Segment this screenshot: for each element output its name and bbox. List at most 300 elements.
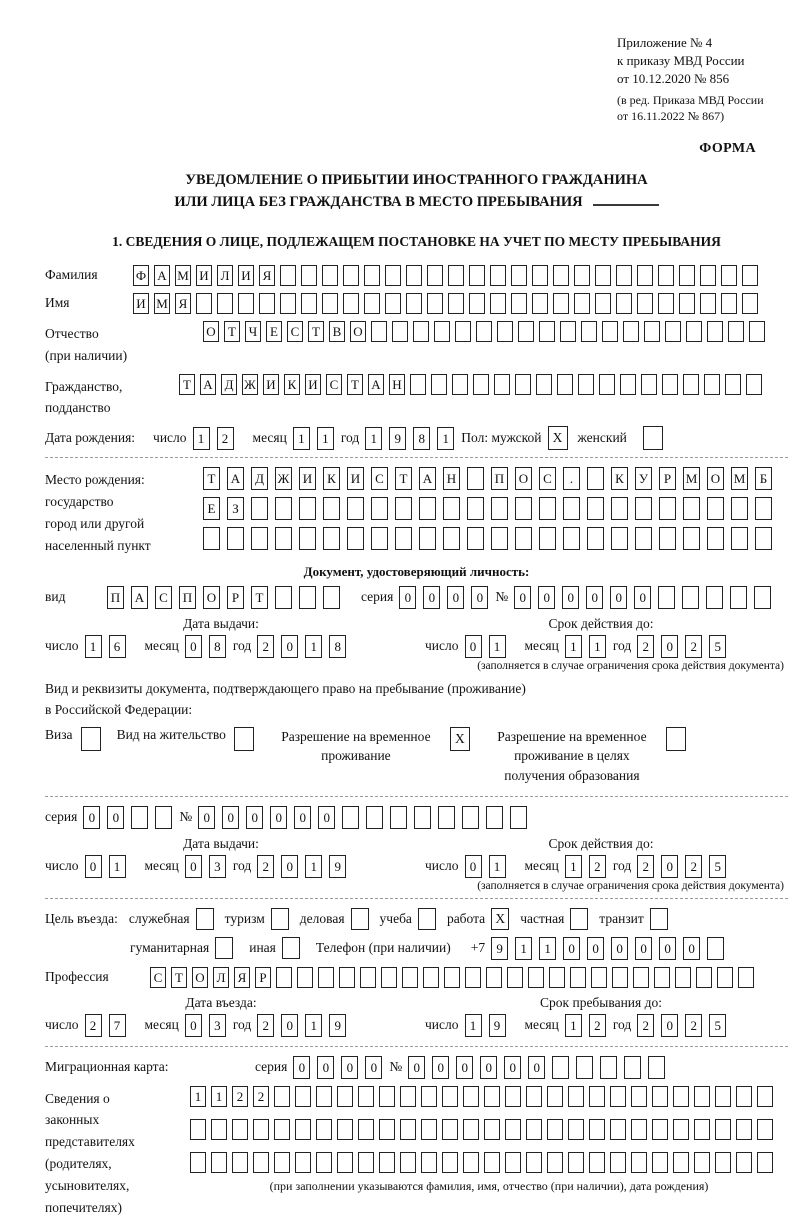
char-cell[interactable] <box>738 967 754 988</box>
char-cell[interactable]: 1 <box>565 635 582 658</box>
char-cell[interactable] <box>274 1086 290 1107</box>
female-checkbox[interactable] <box>643 426 663 450</box>
char-cell[interactable]: 2 <box>589 855 606 878</box>
char-cell[interactable] <box>574 293 590 314</box>
char-cell[interactable]: 0 <box>538 586 555 609</box>
char-cell[interactable]: 9 <box>389 427 406 450</box>
char-cell[interactable] <box>358 1152 374 1173</box>
char-cell[interactable]: 0 <box>480 1056 497 1079</box>
char-cell[interactable] <box>295 1152 311 1173</box>
char-cell[interactable]: 2 <box>637 855 654 878</box>
char-cell[interactable]: 9 <box>329 1014 346 1037</box>
char-cell[interactable] <box>494 374 510 395</box>
char-cell[interactable] <box>574 265 590 286</box>
char-cell[interactable] <box>448 293 464 314</box>
char-cell[interactable] <box>715 1086 731 1107</box>
char-cell[interactable]: 2 <box>257 1014 274 1037</box>
char-cell[interactable] <box>299 497 316 520</box>
char-cell[interactable] <box>469 293 485 314</box>
char-cell[interactable] <box>749 321 765 342</box>
char-cell[interactable] <box>299 527 316 550</box>
purpose-other-checkbox[interactable] <box>282 937 300 959</box>
char-cell[interactable] <box>400 1086 416 1107</box>
char-cell[interactable] <box>631 1086 647 1107</box>
char-cell[interactable] <box>323 497 340 520</box>
char-cell[interactable]: П <box>107 586 124 609</box>
char-cell[interactable] <box>620 374 636 395</box>
char-cell[interactable] <box>486 806 503 829</box>
char-cell[interactable] <box>490 293 506 314</box>
char-cell[interactable] <box>473 374 489 395</box>
char-cell[interactable]: 7 <box>109 1014 126 1037</box>
char-cell[interactable] <box>600 1056 617 1079</box>
char-cell[interactable] <box>568 1152 584 1173</box>
char-cell[interactable]: 1 <box>465 1014 482 1037</box>
char-cell[interactable]: 0 <box>465 635 482 658</box>
char-cell[interactable] <box>757 1119 773 1140</box>
purpose-transit-checkbox[interactable] <box>650 908 668 930</box>
char-cell[interactable] <box>560 321 576 342</box>
char-cell[interactable]: И <box>196 265 212 286</box>
char-cell[interactable]: 0 <box>281 635 298 658</box>
char-cell[interactable] <box>553 265 569 286</box>
char-cell[interactable]: 2 <box>637 635 654 658</box>
char-cell[interactable]: О <box>203 586 220 609</box>
purpose-work-checkbox[interactable]: X <box>491 908 509 930</box>
char-cell[interactable]: 0 <box>185 855 202 878</box>
char-cell[interactable] <box>251 527 268 550</box>
purpose-tourism-checkbox[interactable] <box>271 908 289 930</box>
char-cell[interactable]: 0 <box>246 806 263 829</box>
char-cell[interactable]: Т <box>308 321 324 342</box>
char-cell[interactable] <box>612 967 628 988</box>
char-cell[interactable] <box>232 1119 248 1140</box>
char-cell[interactable] <box>507 967 523 988</box>
char-cell[interactable]: Е <box>203 497 220 520</box>
char-cell[interactable] <box>484 1152 500 1173</box>
char-cell[interactable] <box>694 1119 710 1140</box>
char-cell[interactable] <box>274 1152 290 1173</box>
char-cell[interactable] <box>421 1086 437 1107</box>
char-cell[interactable] <box>442 1119 458 1140</box>
char-cell[interactable] <box>707 527 724 550</box>
char-cell[interactable] <box>491 527 508 550</box>
char-cell[interactable]: 0 <box>85 855 102 878</box>
char-cell[interactable] <box>275 586 292 609</box>
char-cell[interactable] <box>343 293 359 314</box>
char-cell[interactable] <box>455 321 471 342</box>
char-cell[interactable]: 1 <box>85 635 102 658</box>
char-cell[interactable]: К <box>611 467 628 490</box>
char-cell[interactable] <box>190 1152 206 1173</box>
char-cell[interactable] <box>337 1086 353 1107</box>
char-cell[interactable] <box>253 1119 269 1140</box>
char-cell[interactable] <box>131 806 148 829</box>
char-cell[interactable] <box>419 527 436 550</box>
char-cell[interactable] <box>637 265 653 286</box>
char-cell[interactable] <box>347 527 364 550</box>
char-cell[interactable] <box>497 321 513 342</box>
char-cell[interactable]: С <box>371 467 388 490</box>
char-cell[interactable] <box>578 374 594 395</box>
char-cell[interactable]: Ч <box>245 321 261 342</box>
char-cell[interactable] <box>658 586 675 609</box>
char-cell[interactable] <box>717 967 733 988</box>
char-cell[interactable] <box>610 1086 626 1107</box>
char-cell[interactable]: 0 <box>318 806 335 829</box>
char-cell[interactable]: 1 <box>317 427 334 450</box>
purpose-study-checkbox[interactable] <box>418 908 436 930</box>
char-cell[interactable]: 1 <box>305 1014 322 1037</box>
char-cell[interactable]: 0 <box>471 586 488 609</box>
char-cell[interactable]: 0 <box>683 937 700 960</box>
purpose-business-checkbox[interactable] <box>351 908 369 930</box>
char-cell[interactable] <box>390 806 407 829</box>
char-cell[interactable] <box>553 293 569 314</box>
char-cell[interactable]: 0 <box>611 937 628 960</box>
char-cell[interactable] <box>316 1119 332 1140</box>
char-cell[interactable]: 0 <box>365 1056 382 1079</box>
char-cell[interactable] <box>467 467 484 490</box>
char-cell[interactable] <box>547 1119 563 1140</box>
char-cell[interactable]: 9 <box>489 1014 506 1037</box>
char-cell[interactable]: Я <box>259 265 275 286</box>
char-cell[interactable] <box>644 321 660 342</box>
char-cell[interactable]: И <box>347 467 364 490</box>
char-cell[interactable] <box>700 265 716 286</box>
char-cell[interactable]: 2 <box>232 1086 248 1107</box>
char-cell[interactable]: 3 <box>209 1014 226 1037</box>
char-cell[interactable] <box>742 293 758 314</box>
char-cell[interactable]: 1 <box>305 855 322 878</box>
char-cell[interactable] <box>511 293 527 314</box>
char-cell[interactable] <box>731 527 748 550</box>
char-cell[interactable] <box>400 1152 416 1173</box>
char-cell[interactable] <box>589 1086 605 1107</box>
char-cell[interactable]: 0 <box>281 855 298 878</box>
char-cell[interactable] <box>364 265 380 286</box>
char-cell[interactable] <box>463 1119 479 1140</box>
char-cell[interactable] <box>379 1119 395 1140</box>
char-cell[interactable]: 0 <box>432 1056 449 1079</box>
char-cell[interactable]: 0 <box>107 806 124 829</box>
char-cell[interactable] <box>721 265 737 286</box>
char-cell[interactable] <box>679 265 695 286</box>
char-cell[interactable]: А <box>368 374 384 395</box>
char-cell[interactable]: 0 <box>341 1056 358 1079</box>
char-cell[interactable] <box>443 527 460 550</box>
char-cell[interactable] <box>406 293 422 314</box>
char-cell[interactable] <box>536 374 552 395</box>
char-cell[interactable] <box>683 374 699 395</box>
char-cell[interactable]: Т <box>171 967 187 988</box>
char-cell[interactable] <box>427 265 443 286</box>
char-cell[interactable]: 1 <box>365 427 382 450</box>
char-cell[interactable] <box>443 497 460 520</box>
char-cell[interactable]: С <box>539 467 556 490</box>
char-cell[interactable] <box>395 527 412 550</box>
char-cell[interactable]: 0 <box>563 937 580 960</box>
char-cell[interactable] <box>316 1152 332 1173</box>
char-cell[interactable] <box>280 265 296 286</box>
char-cell[interactable]: 0 <box>294 806 311 829</box>
char-cell[interactable]: 0 <box>281 1014 298 1037</box>
char-cell[interactable]: 1 <box>109 855 126 878</box>
char-cell[interactable] <box>505 1119 521 1140</box>
char-cell[interactable] <box>652 1152 668 1173</box>
char-cell[interactable] <box>682 586 699 609</box>
char-cell[interactable] <box>232 1152 248 1173</box>
char-cell[interactable] <box>547 1086 563 1107</box>
char-cell[interactable] <box>402 967 418 988</box>
char-cell[interactable] <box>707 937 724 960</box>
char-cell[interactable] <box>623 321 639 342</box>
char-cell[interactable]: 2 <box>685 635 702 658</box>
char-cell[interactable]: А <box>131 586 148 609</box>
char-cell[interactable] <box>155 806 172 829</box>
char-cell[interactable]: 0 <box>659 937 676 960</box>
char-cell[interactable]: 1 <box>489 855 506 878</box>
char-cell[interactable] <box>581 321 597 342</box>
char-cell[interactable] <box>635 497 652 520</box>
char-cell[interactable] <box>419 497 436 520</box>
char-cell[interactable] <box>434 321 450 342</box>
char-cell[interactable]: Д <box>251 467 268 490</box>
char-cell[interactable]: 8 <box>413 427 430 450</box>
char-cell[interactable] <box>683 497 700 520</box>
char-cell[interactable] <box>371 527 388 550</box>
char-cell[interactable] <box>276 967 292 988</box>
char-cell[interactable]: 6 <box>109 635 126 658</box>
char-cell[interactable]: 2 <box>685 1014 702 1037</box>
char-cell[interactable]: Р <box>227 586 244 609</box>
char-cell[interactable]: 2 <box>589 1014 606 1037</box>
char-cell[interactable] <box>611 497 628 520</box>
residence-permit-checkbox[interactable] <box>234 727 254 751</box>
char-cell[interactable] <box>275 527 292 550</box>
char-cell[interactable]: 3 <box>209 855 226 878</box>
char-cell[interactable] <box>337 1119 353 1140</box>
char-cell[interactable] <box>322 293 338 314</box>
char-cell[interactable]: 0 <box>317 1056 334 1079</box>
char-cell[interactable] <box>371 497 388 520</box>
char-cell[interactable]: 0 <box>399 586 416 609</box>
char-cell[interactable]: А <box>419 467 436 490</box>
char-cell[interactable] <box>448 265 464 286</box>
char-cell[interactable] <box>637 293 653 314</box>
char-cell[interactable] <box>343 265 359 286</box>
char-cell[interactable] <box>505 1152 521 1173</box>
char-cell[interactable]: 0 <box>528 1056 545 1079</box>
char-cell[interactable]: 0 <box>423 586 440 609</box>
char-cell[interactable] <box>728 321 744 342</box>
char-cell[interactable] <box>659 527 676 550</box>
char-cell[interactable] <box>484 1086 500 1107</box>
char-cell[interactable]: 2 <box>257 855 274 878</box>
char-cell[interactable] <box>659 497 676 520</box>
char-cell[interactable]: 1 <box>515 937 532 960</box>
char-cell[interactable] <box>253 1152 269 1173</box>
char-cell[interactable] <box>658 293 674 314</box>
char-cell[interactable]: О <box>515 467 532 490</box>
char-cell[interactable]: 1 <box>539 937 556 960</box>
char-cell[interactable]: 0 <box>586 586 603 609</box>
char-cell[interactable] <box>259 293 275 314</box>
char-cell[interactable] <box>591 967 607 988</box>
char-cell[interactable] <box>654 967 670 988</box>
char-cell[interactable]: Т <box>395 467 412 490</box>
char-cell[interactable] <box>442 1152 458 1173</box>
char-cell[interactable] <box>539 497 556 520</box>
char-cell[interactable] <box>406 265 422 286</box>
char-cell[interactable] <box>757 1152 773 1173</box>
char-cell[interactable] <box>552 1056 569 1079</box>
char-cell[interactable] <box>539 527 556 550</box>
char-cell[interactable] <box>721 293 737 314</box>
char-cell[interactable] <box>616 265 632 286</box>
char-cell[interactable] <box>526 1152 542 1173</box>
char-cell[interactable]: 0 <box>408 1056 425 1079</box>
male-checkbox[interactable]: X <box>548 426 568 450</box>
char-cell[interactable] <box>755 497 772 520</box>
char-cell[interactable]: Н <box>389 374 405 395</box>
char-cell[interactable] <box>652 1086 668 1107</box>
char-cell[interactable] <box>301 265 317 286</box>
char-cell[interactable] <box>238 293 254 314</box>
char-cell[interactable] <box>616 293 632 314</box>
char-cell[interactable] <box>631 1152 647 1173</box>
char-cell[interactable]: 2 <box>637 1014 654 1037</box>
char-cell[interactable] <box>484 1119 500 1140</box>
char-cell[interactable]: 9 <box>491 937 508 960</box>
char-cell[interactable] <box>438 806 455 829</box>
char-cell[interactable] <box>275 497 292 520</box>
char-cell[interactable]: С <box>150 967 166 988</box>
char-cell[interactable] <box>414 806 431 829</box>
char-cell[interactable]: М <box>731 467 748 490</box>
char-cell[interactable] <box>665 321 681 342</box>
char-cell[interactable]: С <box>326 374 342 395</box>
char-cell[interactable]: 0 <box>514 586 531 609</box>
char-cell[interactable] <box>694 1086 710 1107</box>
char-cell[interactable]: 1 <box>565 855 582 878</box>
char-cell[interactable] <box>563 527 580 550</box>
char-cell[interactable] <box>547 1152 563 1173</box>
char-cell[interactable] <box>641 374 657 395</box>
char-cell[interactable]: 2 <box>257 635 274 658</box>
char-cell[interactable] <box>463 1086 479 1107</box>
char-cell[interactable]: П <box>491 467 508 490</box>
char-cell[interactable] <box>746 374 762 395</box>
char-cell[interactable]: О <box>350 321 366 342</box>
char-cell[interactable] <box>515 374 531 395</box>
char-cell[interactable] <box>295 1119 311 1140</box>
char-cell[interactable]: 8 <box>329 635 346 658</box>
char-cell[interactable] <box>463 1152 479 1173</box>
char-cell[interactable] <box>371 321 387 342</box>
char-cell[interactable]: И <box>133 293 149 314</box>
char-cell[interactable] <box>251 497 268 520</box>
char-cell[interactable] <box>673 1152 689 1173</box>
char-cell[interactable] <box>297 967 313 988</box>
char-cell[interactable] <box>518 321 534 342</box>
char-cell[interactable]: Р <box>659 467 676 490</box>
char-cell[interactable]: А <box>227 467 244 490</box>
char-cell[interactable]: 5 <box>709 635 726 658</box>
char-cell[interactable] <box>423 967 439 988</box>
char-cell[interactable] <box>395 497 412 520</box>
char-cell[interactable] <box>624 1056 641 1079</box>
char-cell[interactable] <box>358 1086 374 1107</box>
char-cell[interactable] <box>731 497 748 520</box>
char-cell[interactable]: 9 <box>329 855 346 878</box>
char-cell[interactable]: Б <box>755 467 772 490</box>
char-cell[interactable]: Р <box>255 967 271 988</box>
char-cell[interactable]: С <box>287 321 303 342</box>
char-cell[interactable]: И <box>263 374 279 395</box>
char-cell[interactable]: 0 <box>661 635 678 658</box>
char-cell[interactable]: Ф <box>133 265 149 286</box>
char-cell[interactable] <box>532 265 548 286</box>
char-cell[interactable]: 1 <box>489 635 506 658</box>
char-cell[interactable]: 1 <box>193 427 210 450</box>
char-cell[interactable]: У <box>635 467 652 490</box>
char-cell[interactable] <box>686 321 702 342</box>
char-cell[interactable]: 8 <box>209 635 226 658</box>
char-cell[interactable]: 0 <box>270 806 287 829</box>
char-cell[interactable] <box>736 1152 752 1173</box>
char-cell[interactable] <box>707 497 724 520</box>
char-cell[interactable] <box>662 374 678 395</box>
char-cell[interactable] <box>476 321 492 342</box>
temp-residence-education-checkbox[interactable] <box>666 727 686 751</box>
char-cell[interactable] <box>280 293 296 314</box>
char-cell[interactable]: 0 <box>293 1056 310 1079</box>
char-cell[interactable] <box>318 967 334 988</box>
char-cell[interactable] <box>539 321 555 342</box>
char-cell[interactable]: 0 <box>562 586 579 609</box>
char-cell[interactable] <box>652 1119 668 1140</box>
char-cell[interactable] <box>563 497 580 520</box>
purpose-official-checkbox[interactable] <box>196 908 214 930</box>
char-cell[interactable]: Д <box>221 374 237 395</box>
char-cell[interactable] <box>742 265 758 286</box>
char-cell[interactable]: З <box>227 497 244 520</box>
char-cell[interactable]: О <box>203 321 219 342</box>
char-cell[interactable] <box>274 1119 290 1140</box>
char-cell[interactable] <box>673 1119 689 1140</box>
char-cell[interactable] <box>400 1119 416 1140</box>
char-cell[interactable] <box>462 806 479 829</box>
char-cell[interactable] <box>381 967 397 988</box>
char-cell[interactable]: 2 <box>253 1086 269 1107</box>
temp-residence-checkbox[interactable]: X <box>450 727 470 751</box>
char-cell[interactable] <box>611 527 628 550</box>
char-cell[interactable]: М <box>683 467 700 490</box>
char-cell[interactable]: Т <box>203 467 220 490</box>
char-cell[interactable]: 2 <box>685 855 702 878</box>
char-cell[interactable] <box>757 1086 773 1107</box>
char-cell[interactable] <box>515 527 532 550</box>
char-cell[interactable] <box>755 527 772 550</box>
char-cell[interactable]: 1 <box>293 427 310 450</box>
char-cell[interactable]: 0 <box>447 586 464 609</box>
char-cell[interactable]: 0 <box>635 937 652 960</box>
char-cell[interactable] <box>299 586 316 609</box>
char-cell[interactable]: Я <box>234 967 250 988</box>
char-cell[interactable] <box>736 1119 752 1140</box>
char-cell[interactable] <box>486 967 502 988</box>
